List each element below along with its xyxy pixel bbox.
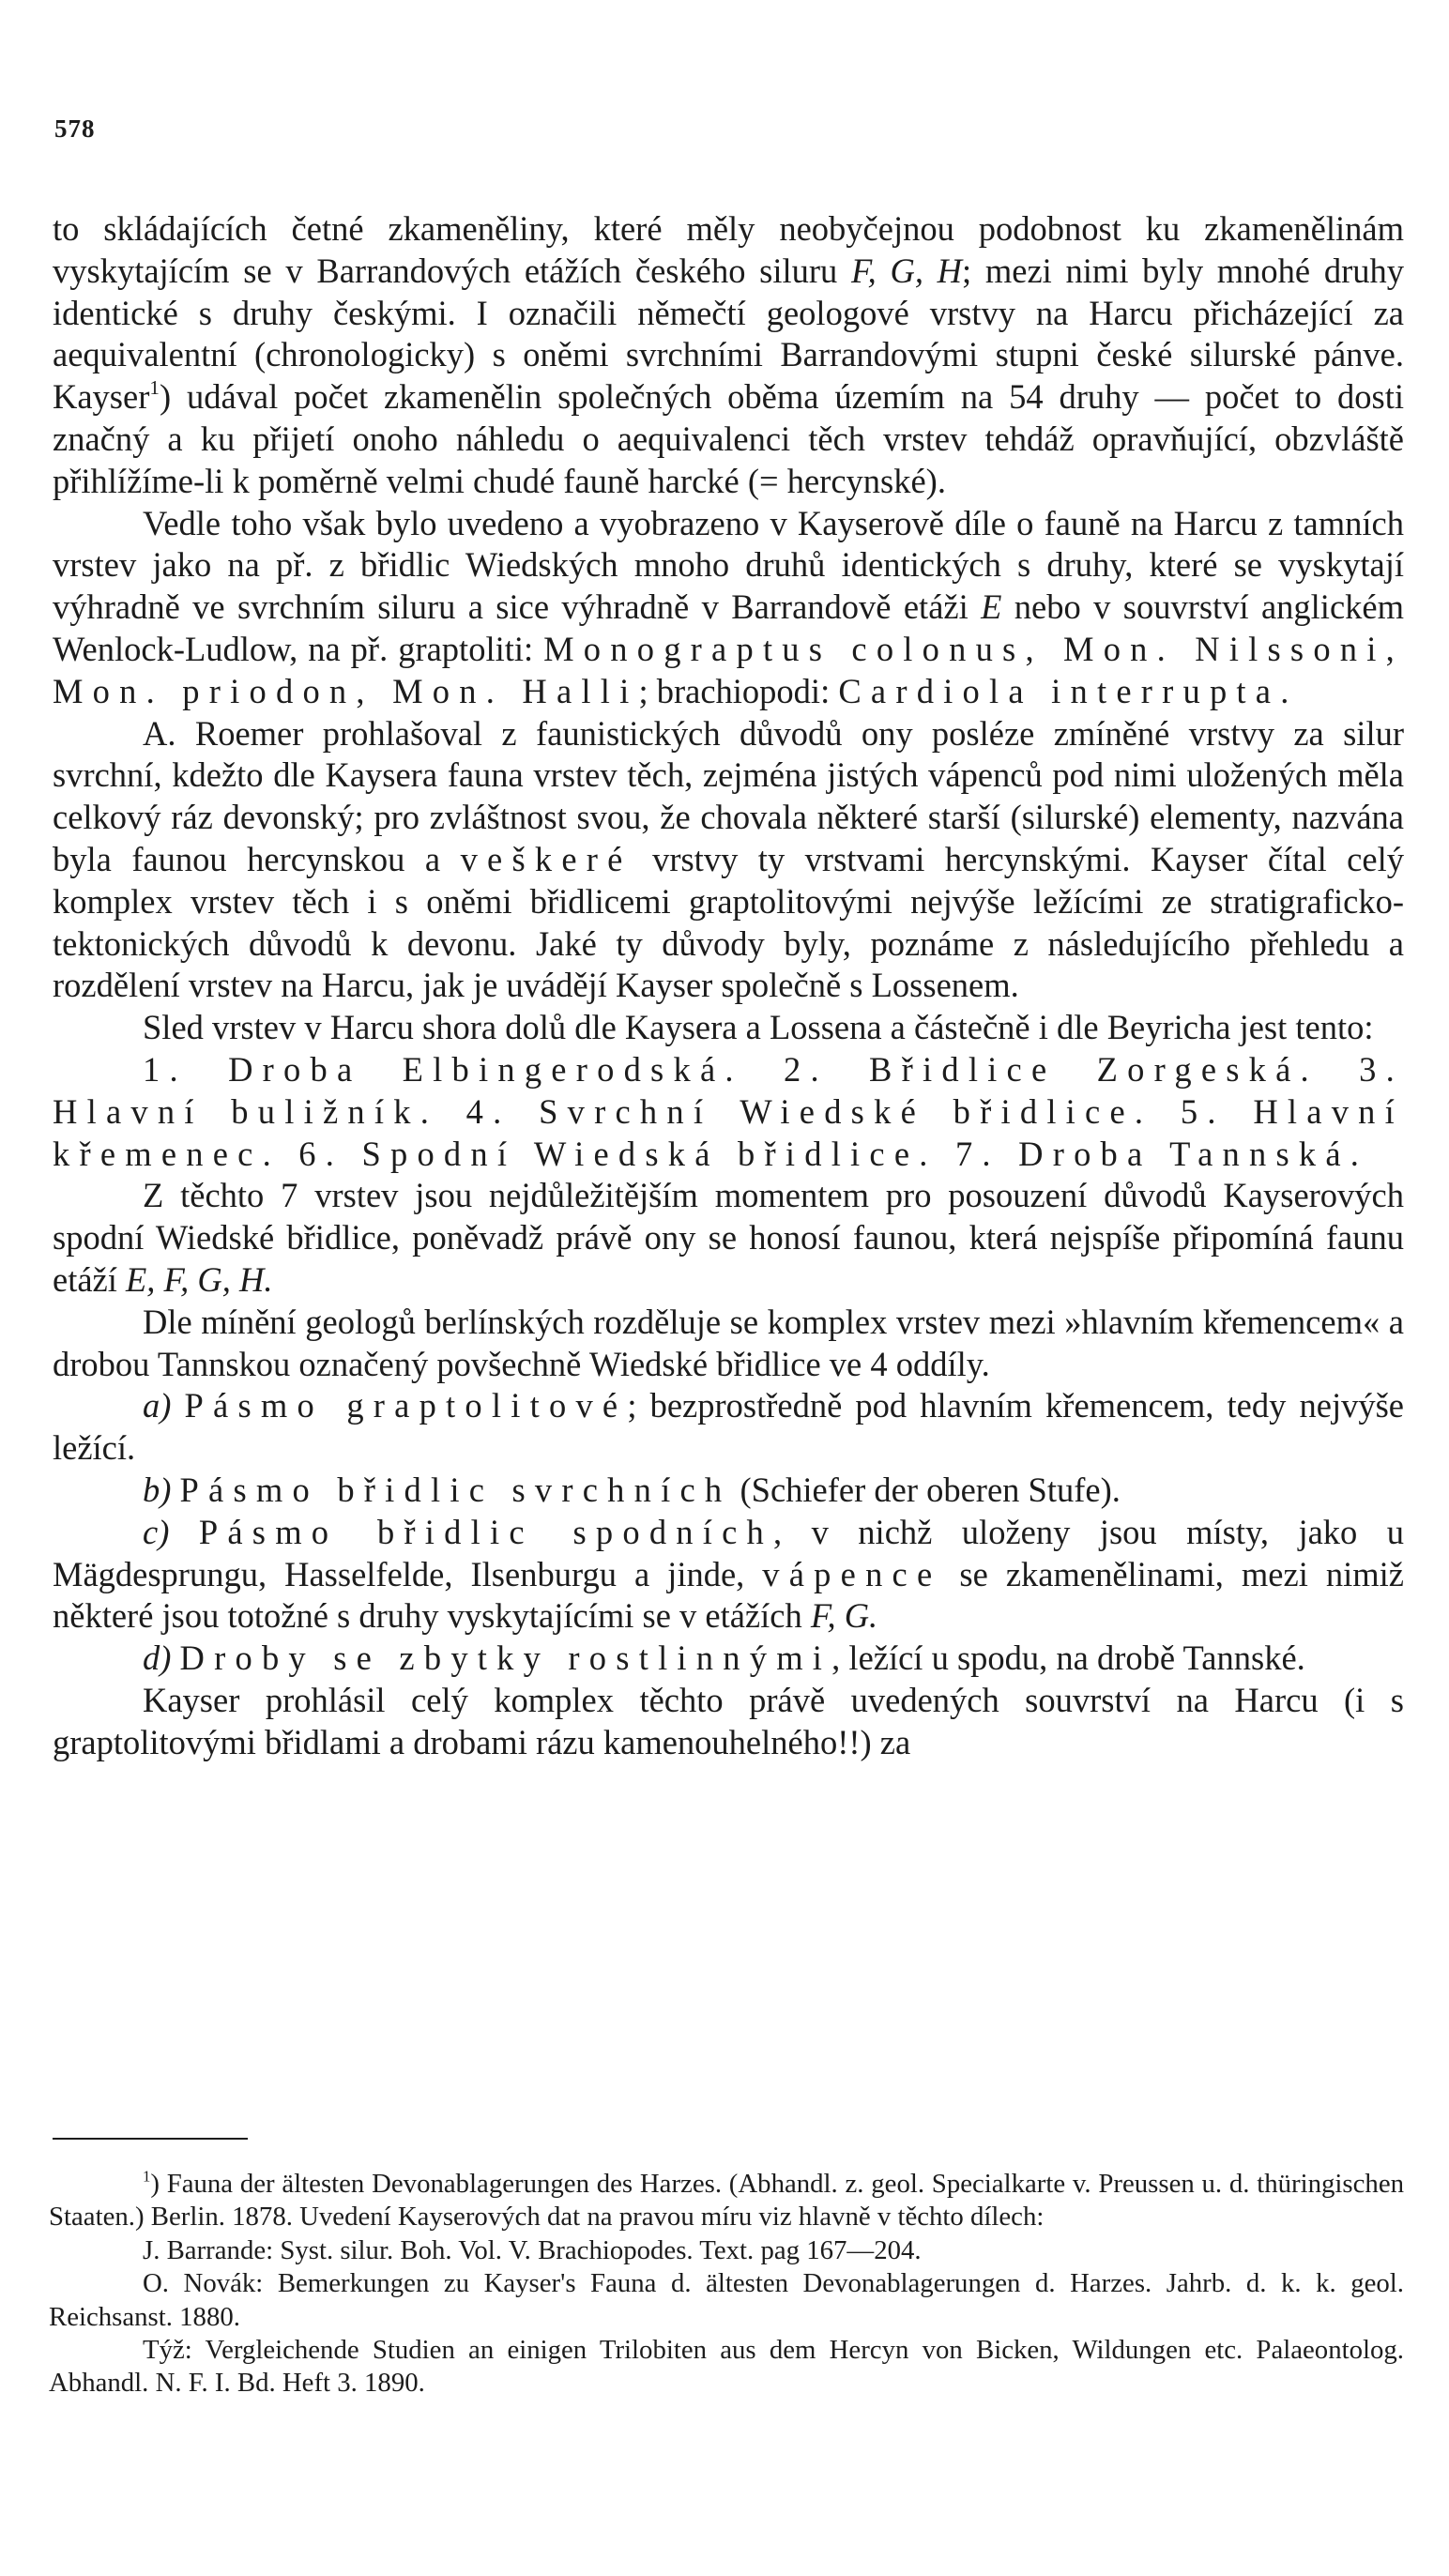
paragraph (53, 1175, 1404, 1301)
paragraph (53, 1007, 1404, 1049)
emphasis: veškeré (460, 839, 633, 878)
emphasis: Pásmo graptolitové (184, 1386, 628, 1425)
footnote-text: Fauna der ältesten Devonablagerungen des Harzes. (Abhandl. z. geol. Specialkarte v. Preussen u. d. thüringischen Staaten.) Berlin. 1878. Uvedení Kayserových dat na pravou míru viz hlavně v těchto dílech: (49, 2169, 1404, 2233)
footnote-marker-paren: ) (150, 2169, 160, 2199)
footnotes (49, 2168, 1404, 2401)
footnote-marker: 1 (143, 2167, 151, 2186)
text-span: Vedle toho však bylo uvedeno a vyobrazeno v Kayserově díle o fauně na Harcu z tamních vrstev jako na př. z břidlic Wiedských mnoho druhů identických s druhy, které se vyskytají výhradně ve svrchním siluru a sice výhradně v Barrandově etáži (53, 503, 1404, 627)
list-item (53, 1512, 1404, 1638)
item-marker: d) (143, 1639, 172, 1678)
species-names: Monograptus colonus, Mon. Nilssoni, Mon. priodon, Mon. Halli (53, 629, 1404, 710)
text-span: to skládajících četné zkameněliny, které měly neobyčejnou podobnost ku zkamenělinám vyskytajícím se v Barrandových etážích českého siluru (53, 209, 1404, 290)
paragraph (53, 1680, 1404, 1764)
text-span: , ležící u spodu, na drobě Tannské. (831, 1639, 1305, 1678)
text-span: Z těchto 7 vrstev jsou nejdůležitějším momentem pro posouzení důvodů Kayserových spodní Wiedské břidlice, poněvadž právě ony se honosí faunou, která nejspíše připomíná faunu etáží (53, 1176, 1404, 1299)
footnote-reference-line (49, 2234, 1404, 2267)
list-item (53, 1385, 1404, 1470)
text-span: Sled vrstev v Harcu shora dolů dle Kaysera a Lossena a částečně i dle Beyricha jest tento: (143, 1008, 1374, 1047)
footnote-reference[interactable]: 1 (149, 376, 160, 400)
text-span: Dle mínění geologů berlínských rozděluje se komplex vrstev mezi »hlavním křemencem« a drobou Tannskou označený povšechně Wiedské břidlice ve 4 oddíly. (53, 1302, 1404, 1383)
paragraph (53, 208, 1404, 503)
text-span: ; bezprostředně pod hlavním křemencem, tedy nejvýše ležící. (53, 1386, 1405, 1468)
layer-list (53, 1049, 1404, 1175)
text-span: , v nichž uloženy jsou místy, jako u Mägdesprungu, Hasselfelde, Ilsenburgu a jinde, (53, 1512, 1405, 1593)
etage-label: F, G, H (851, 251, 963, 290)
main-text (53, 208, 1404, 1763)
item-marker: b) (143, 1470, 172, 1509)
text-span: . (1280, 671, 1289, 710)
text-span: ; brachiopodi: (638, 671, 839, 710)
list-item (53, 1470, 1404, 1512)
paragraph (53, 713, 1404, 1008)
text-span: 1. Droba Elbingerodská. 2. Břidlice Zorgeská. 3. Hlavní buližník. 4. Svrchní Wiedské břidlice. 5. Hlavní křemenec. 6. Spodní Wiedská břidlice. 7. Droba Tannská. (53, 1049, 1404, 1173)
footnote-reference-line (49, 2334, 1404, 2401)
text-span: ) udával počet zkamenělin společných oběma územím na 54 druhy — počet to dosti značný a ku přijetí onoho náhledu o aequivalenci těch vrstev tehdáž opravňující, obzvláště přihlížíme-li k poměrně velmi chudé fauně harcké (= hercynské). (53, 377, 1404, 500)
etage-label: E (981, 587, 1002, 627)
text-span: Kayser prohlásil celý komplex těchto právě uvedených souvrství na Harcu (i s graptolitovými břidlami a drobami rázu kamenouhelného!!) za (53, 1680, 1404, 1761)
species-name: Cardiola interrupta (838, 671, 1281, 710)
page-number: 578 (54, 114, 96, 143)
text-span: se zkamenělinami, mezi nimiž některé jsou totožné s druhy vyskytajícími se v etážích (53, 1554, 1404, 1636)
text-span: (Schiefer der oberen Stufe). (731, 1470, 1121, 1509)
paragraph (53, 1302, 1404, 1386)
text-span: ; mezi nimi byly mnohé druhy identické s druhy českými. I označili němečtí geologové vrstvy na Harcu přicházející za aequivalentní (chronologicky) s oněmi svrchními Barrandovými stupni české silurské pánve. Kayser (53, 251, 1404, 417)
item-marker: a) (143, 1386, 172, 1425)
footnote-reference-line (49, 2267, 1404, 2334)
footnote-text: O. Novák: Bemerkungen zu Kayser's Fauna d. ältesten Devonablagerungen d. Harzes. Jahrb. d. k. k. geol. Reichsanst. 1880. (49, 2268, 1404, 2332)
footnote (49, 2168, 1404, 2234)
emphasis: Droby se zbytky rostlinnými (179, 1639, 832, 1678)
etage-label: E, F, G, H. (126, 1259, 273, 1299)
footnote-text: J. Barrande: Syst. silur. Boh. Vol. V. Brachiopodes. Text. pag 167—204. (143, 2234, 922, 2265)
footnote-divider (53, 2138, 248, 2140)
emphasis: Pásmo břidlic spodních (198, 1512, 774, 1551)
item-marker: c) (143, 1512, 170, 1551)
text-span: nebo v souvrství anglickém Wenlock-Ludlow, na př. graptoliti: (53, 587, 1404, 668)
etage-label: F, G. (810, 1596, 878, 1636)
list-item (53, 1638, 1404, 1680)
text-span: A. Roemer prohlašoval z faunistických důvodů ony posléze zmíněné vrstvy za silur svrchní, kdežto dle Kaysera fauna vrstev těch, zejména jistých vápenců pod nimi uložených měla celkový ráz devonský; pro zvláštnost svou, že chovala některé starší (silurské) elementy, nazvána byla faunou hercynskou a (53, 713, 1404, 878)
emphasis: Pásmo břidlic svrchních (179, 1470, 732, 1509)
paragraph (53, 503, 1404, 713)
text-span: vrstvy ty vrstvami hercynskými. Kayser čítal celý komplex vrstev těch i s oněmi břidlicemi graptolitovými nejvýše ležícími ze stratigraficko-tektonických důvodů k devonu. Jaké ty důvody byly, poznáme z následujícího přehledu a rozdělení vrstev na Harcu, jak je uvádějí Kayser společně s Lossenem. (53, 839, 1404, 1005)
emphasis: vápence (762, 1554, 942, 1593)
footnote-text: Týž: Vergleichende Studien an einigen Trilobiten aus dem Hercyn von Bicken, Wildungen etc. Palaeontolog. Abhandl. N. F. I. Bd. Heft 3. 1890. (49, 2335, 1404, 2399)
